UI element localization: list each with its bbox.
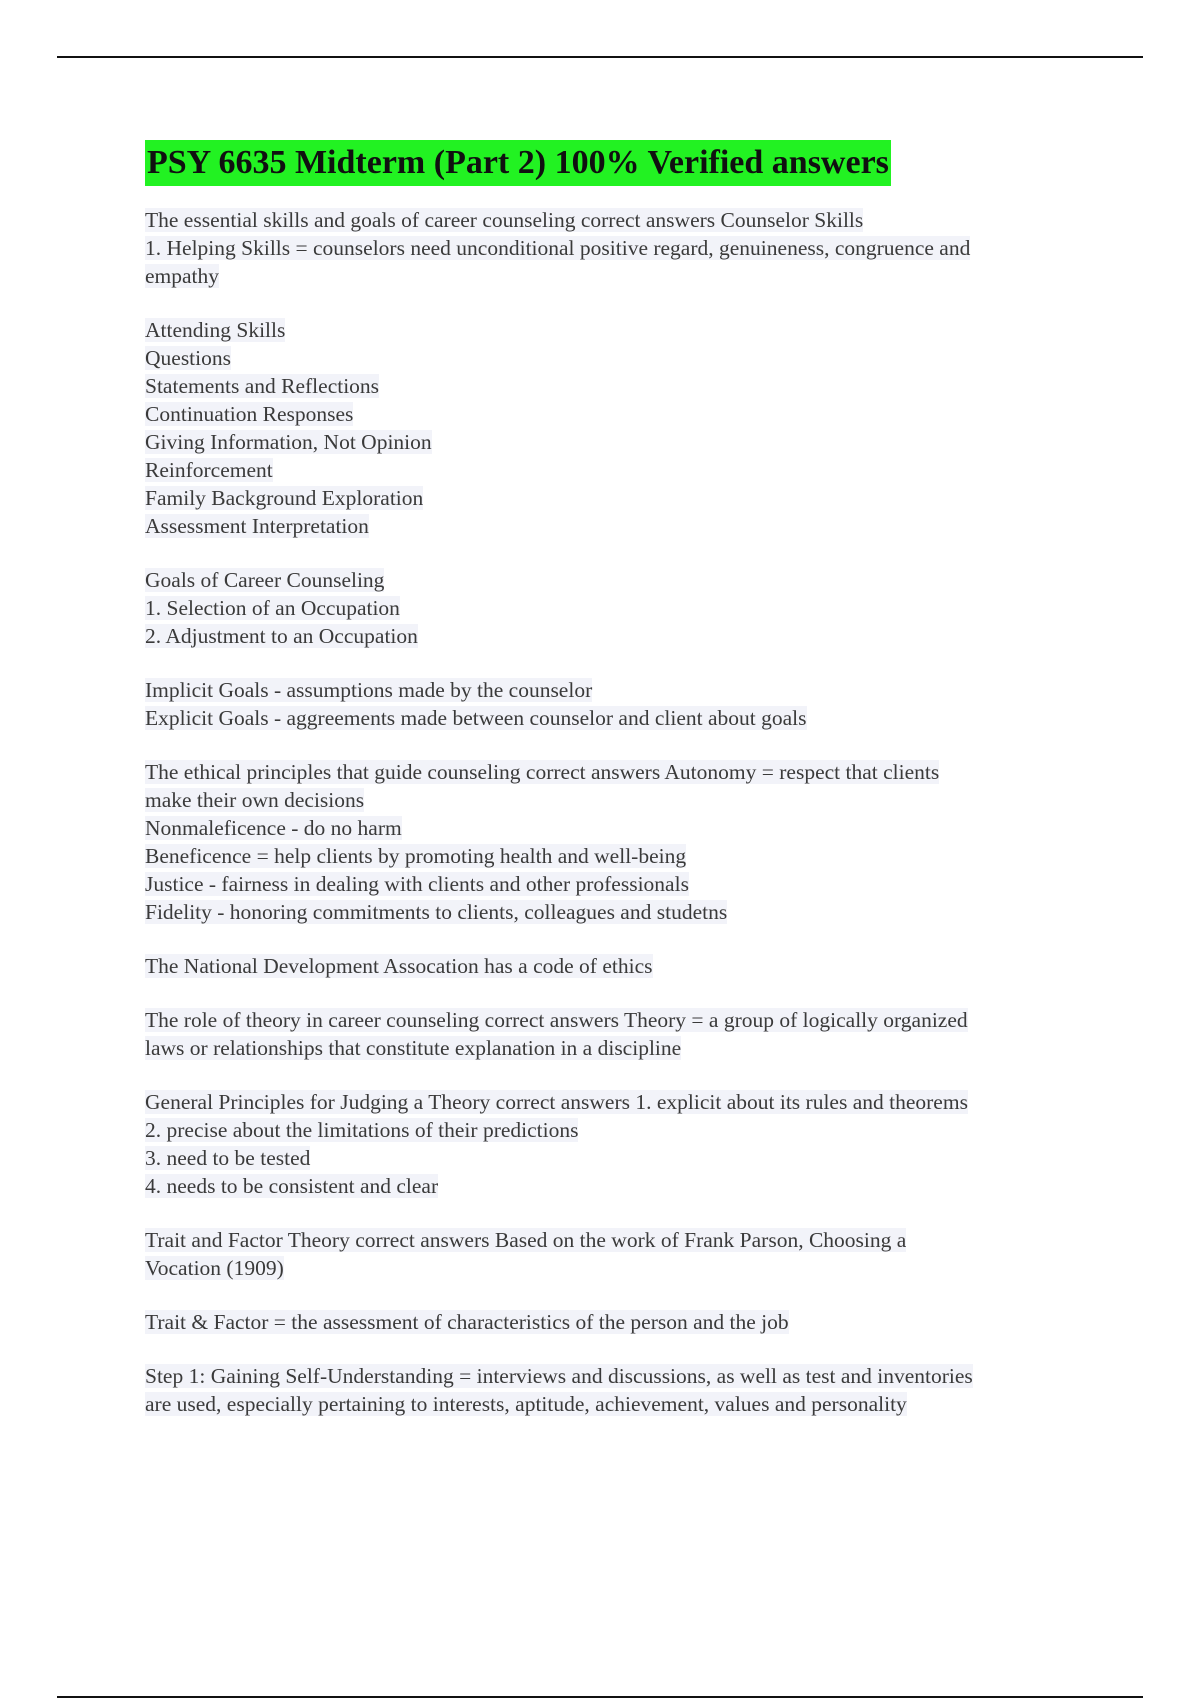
- text-line-content: Goals of Career Counseling: [145, 568, 385, 592]
- text-line: [145, 428, 1105, 456]
- text-line-content: are used, especially pertaining to interests, aptitude, achievement, values and personality: [145, 1392, 907, 1416]
- text-line-content: 4. needs to be consistent and clear: [145, 1174, 439, 1198]
- text-line-content: The National Development Assocation has a code of ethics: [145, 954, 653, 978]
- text-line-content: The ethical principles that guide counseling correct answers Autonomy = respect that clients: [145, 760, 940, 784]
- text-line-content: Step 1: Gaining Self-Understanding = interviews and discussions, as well as test and inventories: [145, 1364, 973, 1388]
- paragraph: [145, 1362, 1105, 1418]
- text-line-content: 1. Selection of an Occupation: [145, 596, 400, 620]
- text-line: [145, 898, 1105, 926]
- text-line: [145, 512, 1105, 540]
- paragraph: [145, 206, 1105, 290]
- text-line-content: Fidelity - honoring commitments to clients, colleagues and studetns: [145, 900, 728, 924]
- bottom-rule: [57, 1696, 1143, 1698]
- text-line-content: make their own decisions: [145, 788, 365, 812]
- text-line-content: Trait & Factor = the assessment of characteristics of the person and the job: [145, 1310, 789, 1334]
- text-line: [145, 1254, 1105, 1282]
- text-line-content: Continuation Responses: [145, 402, 354, 426]
- text-line-content: Beneficence = help clients by promoting health and well-being: [145, 844, 687, 868]
- text-line: [145, 1006, 1105, 1034]
- text-line-content: 1. Helping Skills = counselors need unconditional positive regard, genuineness, congruence and: [145, 236, 971, 260]
- text-line-content: Vocation (1909): [145, 1256, 284, 1280]
- text-line-content: Giving Information, Not Opinion: [145, 430, 432, 454]
- text-line: [145, 206, 1105, 234]
- paragraph: [145, 758, 1105, 926]
- text-line: [145, 1034, 1105, 1062]
- text-line-content: laws or relationships that constitute explanation in a discipline: [145, 1036, 682, 1060]
- text-line-content: Implicit Goals - assumptions made by the counselor: [145, 678, 593, 702]
- text-line-content: Statements and Reflections: [145, 374, 380, 398]
- text-line-content: Assessment Interpretation: [145, 514, 369, 538]
- document-title: PSY 6635 Midterm (Part 2) 100% Verified answers: [145, 140, 891, 186]
- top-rule: [57, 56, 1143, 58]
- text-line-content: Explicit Goals - aggreements made between counselor and client about goals: [145, 706, 807, 730]
- text-line: [145, 814, 1105, 842]
- text-line: [145, 456, 1105, 484]
- text-line: [145, 1116, 1105, 1144]
- text-line-content: Attending Skills: [145, 318, 286, 342]
- paragraph: [145, 952, 1105, 980]
- text-line-content: 3. need to be tested: [145, 1146, 311, 1170]
- text-line: [145, 758, 1105, 786]
- paragraph-list: [145, 206, 1105, 1418]
- text-line: [145, 566, 1105, 594]
- text-line-content: 2. precise about the limitations of their predictions: [145, 1118, 579, 1142]
- text-line-content: Nonmaleficence - do no harm: [145, 816, 402, 840]
- paragraph: [145, 676, 1105, 732]
- paragraph: [145, 316, 1105, 540]
- text-line: [145, 1172, 1105, 1200]
- text-line-content: Family Background Exploration: [145, 486, 424, 510]
- text-line: [145, 676, 1105, 704]
- text-line: [145, 234, 1105, 262]
- text-line: [145, 1088, 1105, 1116]
- text-line-content: 2. Adjustment to an Occupation: [145, 624, 418, 648]
- paragraph: [145, 1006, 1105, 1062]
- text-line: [145, 594, 1105, 622]
- text-line-content: General Principles for Judging a Theory correct answers 1. explicit about its rules and theorems: [145, 1090, 968, 1114]
- paragraph: [145, 1308, 1105, 1336]
- text-line: [145, 1390, 1105, 1418]
- text-line: [145, 372, 1105, 400]
- text-line: [145, 622, 1105, 650]
- document-body: [145, 140, 1105, 1444]
- text-line: [145, 786, 1105, 814]
- text-line-content: The essential skills and goals of career counseling correct answers Counselor Skills: [145, 208, 864, 232]
- text-line: [145, 842, 1105, 870]
- text-line: [145, 870, 1105, 898]
- text-line: [145, 484, 1105, 512]
- paragraph: [145, 566, 1105, 650]
- paragraph: [145, 1226, 1105, 1282]
- text-line-content: Questions: [145, 346, 231, 370]
- text-line-content: The role of theory in career counseling correct answers Theory = a group of logically organized: [145, 1008, 968, 1032]
- text-line-content: Reinforcement: [145, 458, 273, 482]
- text-line: [145, 1362, 1105, 1390]
- text-line: [145, 1226, 1105, 1254]
- text-line: [145, 400, 1105, 428]
- text-line: [145, 1144, 1105, 1172]
- text-line: [145, 344, 1105, 372]
- text-line: [145, 952, 1105, 980]
- text-line: [145, 316, 1105, 344]
- text-line-content: Justice - fairness in dealing with clients and other professionals: [145, 872, 689, 896]
- paragraph: [145, 1088, 1105, 1200]
- text-line: [145, 262, 1105, 290]
- text-line: [145, 1308, 1105, 1336]
- text-line-content: empathy: [145, 264, 220, 288]
- text-line: [145, 704, 1105, 732]
- text-line-content: Trait and Factor Theory correct answers Based on the work of Frank Parson, Choosing a: [145, 1228, 907, 1252]
